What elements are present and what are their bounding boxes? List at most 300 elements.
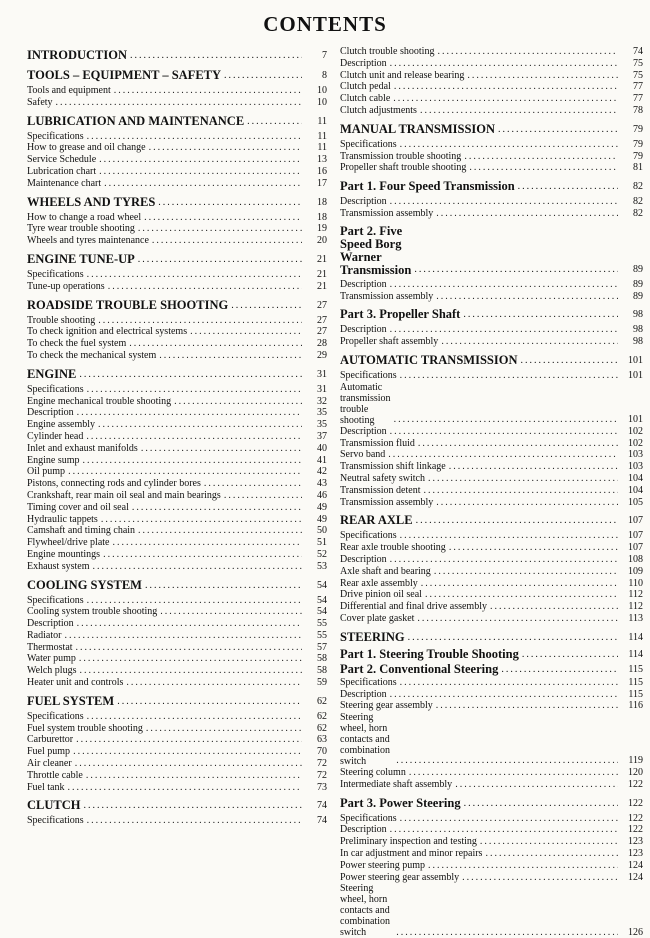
dot-leader [518, 179, 618, 194]
dot-leader [75, 758, 302, 770]
page-number: 74 [317, 815, 327, 827]
entry-label: Service Schedule [27, 154, 97, 166]
contents-column-right [340, 46, 643, 938]
page-number: 50 [317, 525, 327, 537]
page-number: 31 [317, 383, 327, 395]
entry-label: Tools and equipment [27, 85, 111, 96]
toc-entry [340, 370, 643, 382]
toc-entry [340, 554, 643, 566]
entry-label: Automatic transmission trouble shooting [340, 381, 391, 426]
page-number: 21 [317, 253, 327, 265]
page-number: 55 [317, 618, 327, 630]
dot-leader [149, 142, 302, 154]
entry-label: FUEL SYSTEM [27, 693, 115, 708]
entry-label: Intermediate shaft assembly [340, 778, 453, 790]
dot-leader [86, 770, 302, 782]
entry-label: Clutch adjustments [340, 104, 417, 116]
entry-label: Propeller shaft assembly [340, 336, 439, 348]
page-number: 114 [628, 631, 643, 643]
section-heading [27, 252, 327, 267]
entry-label: Specifications [340, 369, 397, 381]
toc-entry [27, 711, 327, 723]
page-number: 35 [317, 407, 327, 419]
dot-leader [437, 46, 618, 58]
page-number: 54 [317, 594, 327, 606]
dot-leader [462, 872, 618, 884]
page-number: 115 [628, 688, 643, 700]
entry-label: Axle shaft and bearing [340, 565, 431, 577]
dot-leader [396, 927, 618, 938]
page-number: 107 [628, 515, 643, 527]
page-number: 27 [317, 299, 327, 311]
entry-label: Throttle cable [27, 769, 83, 781]
toc-entry [27, 478, 327, 490]
dot-leader [159, 350, 302, 362]
dot-leader [79, 665, 302, 677]
dot-leader [441, 336, 618, 348]
page-number: 112 [628, 601, 643, 613]
page-number: 114 [628, 648, 643, 660]
dot-leader [132, 502, 302, 514]
dot-leader [390, 196, 618, 208]
section-heading [340, 122, 643, 137]
dot-leader [396, 755, 618, 767]
entry-label: Cylinder head [27, 430, 84, 442]
page-number: 16 [317, 165, 327, 177]
dot-leader [101, 514, 302, 526]
dot-leader [87, 131, 302, 143]
page-number: 104 [628, 472, 643, 484]
dot-leader [449, 542, 618, 554]
dot-leader [455, 779, 618, 791]
toc-entry [27, 549, 327, 561]
toc-entry [340, 58, 643, 70]
page-number: 115 [628, 676, 643, 688]
entry-label: To check ignition and electrical systems [27, 326, 188, 338]
dot-leader [204, 478, 302, 490]
toc-entry [27, 618, 327, 630]
page-number: 113 [628, 612, 643, 624]
dot-leader [469, 162, 618, 174]
toc-entry [27, 396, 327, 408]
toc-entry [340, 813, 643, 825]
dot-leader [138, 525, 302, 537]
dot-leader [86, 431, 302, 443]
page-number: 49 [317, 513, 327, 525]
page-title: CONTENTS [263, 12, 387, 36]
page-number: 21 [317, 268, 327, 280]
page-number: 18 [317, 196, 327, 208]
entry-label: Description [340, 324, 387, 336]
page-number: 78 [633, 104, 643, 116]
dot-leader [247, 114, 302, 129]
entry-label: Safety [27, 96, 53, 108]
page-number: 123 [628, 836, 643, 848]
page-number: 51 [317, 537, 327, 549]
entry-label: Specifications [27, 594, 84, 606]
page-number: 17 [317, 177, 327, 189]
page-number: 89 [633, 278, 643, 290]
entry-label: Neutral safety switch [340, 472, 425, 484]
entry-label: Lubrication chart [27, 165, 97, 177]
toc-entry [340, 324, 643, 336]
dot-leader [464, 151, 618, 163]
section-heading [27, 798, 327, 813]
toc-entry [340, 601, 643, 613]
dot-leader [56, 97, 302, 109]
page-number: 54 [317, 579, 327, 591]
entry-label: Tyre wear trouble shooting [27, 223, 135, 235]
toc-entry [340, 162, 643, 174]
page-number: 27 [317, 314, 327, 326]
toc-entry [27, 630, 327, 642]
section-heading [340, 179, 643, 194]
page-number: 7 [322, 50, 327, 61]
toc-entry [340, 566, 643, 578]
page-number: 123 [628, 848, 643, 860]
toc-entry [27, 338, 327, 350]
page-number: 32 [317, 395, 327, 407]
entry-label: Cover plate gasket [340, 612, 415, 624]
dot-leader [421, 578, 618, 590]
entry-label: How to change a road wheel [27, 211, 142, 223]
section-heading [340, 662, 643, 677]
dot-leader [467, 70, 618, 82]
page-number: 46 [317, 489, 327, 501]
entry-label: CLUTCH [27, 798, 81, 813]
entry-label: LUBRICATION AND MAINTENANCE [27, 113, 245, 128]
entry-label: Crankshaft, rear main oil seal and main bearings [27, 489, 221, 501]
dot-leader [390, 324, 618, 336]
dot-leader [68, 782, 303, 794]
toc-entry [340, 426, 643, 438]
page-number: 79 [633, 123, 643, 135]
page-number: 116 [628, 700, 643, 712]
toc-entry [340, 105, 643, 117]
entry-label: Part 3. Power Steering [340, 795, 461, 810]
page-number: 122 [628, 812, 643, 824]
dot-leader [463, 307, 618, 322]
page-number: 49 [317, 501, 327, 513]
dot-leader [99, 166, 302, 178]
dot-leader [77, 618, 302, 630]
toc-entry [340, 485, 643, 497]
page-number: 108 [628, 553, 643, 565]
entry-label: Power steering pump [340, 859, 425, 871]
dot-leader [73, 746, 302, 758]
page-number: 104 [628, 484, 643, 496]
dot-leader [436, 497, 618, 509]
entry-label: Transmission fluid [340, 437, 415, 449]
entry-label: Radiator [27, 629, 62, 641]
toc-entry [27, 734, 327, 746]
page-number: 103 [628, 461, 643, 473]
page-number: 42 [317, 466, 327, 478]
page-number: 102 [628, 437, 643, 449]
toc-entry [340, 530, 643, 542]
page-number: 11 [317, 142, 327, 154]
dot-leader [87, 815, 302, 827]
entry-label: Specifications [27, 268, 84, 280]
toc-entry [340, 689, 643, 701]
page-number: 89 [633, 290, 643, 302]
page-number: 75 [633, 57, 643, 69]
entry-label: Part 2. Five Speed Borg Warner Transmission [340, 223, 412, 277]
entry-label: Description [340, 824, 387, 836]
dot-leader [390, 426, 618, 438]
entry-label: Camshaft and timing chain [27, 525, 136, 537]
page-number: 73 [317, 781, 327, 793]
page-number: 52 [317, 548, 327, 560]
entry-label: Description [27, 618, 74, 630]
toc-entry [27, 561, 327, 573]
toc-entry [340, 139, 643, 151]
page-number: 107 [628, 530, 643, 542]
page-number: 40 [317, 442, 327, 454]
page-number: 53 [317, 560, 327, 572]
dot-leader [428, 860, 618, 872]
dot-leader [520, 353, 618, 368]
toc-entry [27, 665, 327, 677]
dot-leader [83, 455, 303, 467]
toc-entry [340, 336, 643, 348]
dot-leader [390, 689, 618, 701]
entry-label: How to grease and oil change [27, 142, 146, 154]
dot-leader [420, 105, 618, 117]
toc-entry [340, 382, 643, 426]
dot-leader [417, 613, 618, 625]
entry-label: Specifications [27, 130, 84, 142]
entry-label: Specifications [340, 138, 397, 150]
dot-leader [393, 93, 618, 105]
page-number: 105 [628, 496, 643, 508]
section-heading [27, 48, 327, 63]
page-number: 89 [633, 263, 643, 275]
entry-label: Preliminary inspection and testing [340, 836, 477, 848]
page-number: 62 [317, 695, 327, 707]
dot-leader [98, 315, 302, 327]
page-number: 126 [628, 926, 643, 938]
dot-leader [400, 530, 618, 542]
entry-label: ROADSIDE TROUBLE SHOOTING [27, 297, 229, 312]
toc-entry [340, 613, 643, 625]
entry-label: Transmission trouble shooting [340, 150, 462, 162]
entry-label: Description [340, 425, 387, 437]
toc-entry [27, 315, 327, 327]
dot-leader [145, 578, 302, 593]
dot-leader [114, 85, 302, 97]
dot-leader [174, 396, 302, 408]
dot-leader [103, 549, 302, 561]
page-number: 41 [317, 454, 327, 466]
entry-label: Part 1. Steering Trouble Shooting [340, 646, 519, 661]
page-number: 98 [633, 324, 643, 336]
toc-entry [340, 700, 643, 712]
dot-leader [400, 370, 618, 382]
dot-leader [428, 473, 618, 485]
dot-leader [87, 269, 302, 281]
entry-label: Transmission assembly [340, 290, 434, 302]
toc-entry [340, 497, 643, 509]
entry-label: Inlet and exhaust manifolds [27, 442, 138, 454]
page-number: 10 [317, 85, 327, 96]
dot-leader [480, 836, 618, 848]
toc-entry [340, 291, 643, 303]
toc-entry [27, 746, 327, 758]
dot-leader [522, 647, 618, 662]
page-number: 29 [317, 349, 327, 361]
page-number: 28 [317, 338, 327, 350]
entry-label: Clutch cable [340, 93, 391, 105]
dot-leader [390, 824, 618, 836]
dot-leader [146, 723, 302, 735]
entry-label: Steering gear assembly [340, 700, 433, 712]
entry-label: Description [27, 407, 74, 419]
dot-leader [394, 81, 618, 93]
toc-entry [27, 514, 327, 526]
page-number: 101 [628, 369, 643, 381]
page-number: 110 [628, 577, 643, 589]
toc-entry [27, 653, 327, 665]
entry-label: Water pump [27, 653, 76, 665]
toc-entry [340, 677, 643, 689]
page-number: 20 [317, 235, 327, 247]
dot-leader [400, 139, 618, 151]
toc-entry [27, 677, 327, 689]
toc-entry [340, 196, 643, 208]
entry-label: Specifications [340, 812, 397, 824]
toc-entry [27, 466, 327, 478]
dot-leader [99, 154, 302, 166]
entry-label: Propeller shaft trouble shooting [340, 162, 467, 174]
page-number: 107 [628, 542, 643, 554]
toc-entry [27, 431, 327, 443]
entry-label: Hydraulic tappets [27, 513, 98, 525]
toc-entry [27, 407, 327, 419]
dot-leader [190, 326, 302, 338]
page-number: 57 [317, 641, 327, 653]
dot-leader [436, 291, 618, 303]
page-number: 101 [628, 354, 643, 366]
toc-entry [27, 281, 327, 293]
section-heading [340, 307, 643, 322]
dot-leader [434, 566, 618, 578]
page-number: 79 [633, 138, 643, 150]
page-number: 119 [628, 755, 643, 767]
entry-label: COOLING SYSTEM [27, 577, 142, 592]
entry-label: ENGINE TUNE-UP [27, 251, 135, 266]
entry-label: Fuel pump [27, 746, 71, 758]
dot-leader [490, 601, 618, 613]
page-number: 103 [628, 449, 643, 461]
toc-entry [340, 70, 643, 82]
toc-entry [27, 525, 327, 537]
entry-label: In car adjustment and minor repairs [340, 848, 483, 860]
entry-label: Welch plugs [27, 665, 77, 677]
dot-leader [104, 178, 302, 190]
dot-leader [87, 595, 302, 607]
page-number: 35 [317, 419, 327, 431]
entry-label: To check the fuel system [27, 338, 127, 350]
toc-entry [340, 883, 643, 938]
toc-entry [27, 223, 327, 235]
entry-label: Description [340, 57, 387, 69]
section-heading [27, 367, 327, 382]
toc-entry [340, 848, 643, 860]
page-number: 82 [633, 181, 643, 193]
toc-entry [27, 85, 327, 97]
page-number: 70 [317, 746, 327, 758]
toc-entry [27, 537, 327, 549]
entry-label: MANUAL TRANSMISSION [340, 121, 496, 136]
page-number: 54 [317, 606, 327, 618]
toc-entry [340, 589, 643, 601]
toc-entry [340, 767, 643, 779]
dot-leader [390, 58, 618, 70]
dot-leader [93, 561, 303, 573]
page-number: 72 [317, 758, 327, 770]
page-number: 124 [628, 859, 643, 871]
section-heading [340, 630, 643, 645]
toc-entry [27, 642, 327, 654]
entry-label: Drive pinion oil seal [340, 589, 422, 601]
page-number: 74 [633, 46, 643, 57]
dot-leader [112, 537, 302, 549]
dot-leader [87, 384, 302, 396]
entry-label: Fuel system trouble shooting [27, 722, 143, 734]
entry-label: Steering column [340, 767, 406, 779]
dot-leader [108, 281, 302, 293]
toc-entry [340, 872, 643, 884]
entry-label: Clutch trouble shooting [340, 46, 435, 57]
page-number: 19 [317, 223, 327, 235]
entry-label: STEERING [340, 629, 405, 644]
page-number: 82 [633, 207, 643, 219]
dot-leader [224, 68, 302, 83]
dot-leader [436, 208, 618, 220]
page-number: 13 [317, 154, 327, 166]
dot-leader [414, 262, 618, 277]
page-number: 27 [317, 326, 327, 338]
dot-leader [79, 367, 302, 382]
page-number: 75 [633, 69, 643, 81]
dot-leader [129, 338, 302, 350]
toc-entry [27, 269, 327, 281]
toc-entry [340, 279, 643, 291]
entry-label: Power steering gear assembly [340, 871, 460, 883]
toc-entry [340, 93, 643, 105]
section-heading [27, 578, 327, 593]
dot-leader [390, 279, 618, 291]
page-number: 58 [317, 665, 327, 677]
toc-entry [27, 166, 327, 178]
dot-leader [144, 212, 302, 224]
page-number: 81 [633, 162, 643, 174]
entry-label: INTRODUCTION [27, 48, 128, 62]
entry-label: To check the mechanical system [27, 349, 157, 361]
entry-label: Carburettor [27, 734, 74, 746]
dot-leader [231, 298, 302, 313]
entry-label: Rear axle assembly [340, 577, 418, 589]
page-number: 8 [322, 70, 327, 81]
dot-leader [449, 461, 618, 473]
dot-leader [416, 513, 618, 528]
page-number: 102 [628, 425, 643, 437]
dot-leader [501, 662, 618, 677]
toc-entry [27, 142, 327, 154]
dot-leader [141, 443, 302, 455]
entry-label: Flywheel/drive plate [27, 537, 110, 549]
